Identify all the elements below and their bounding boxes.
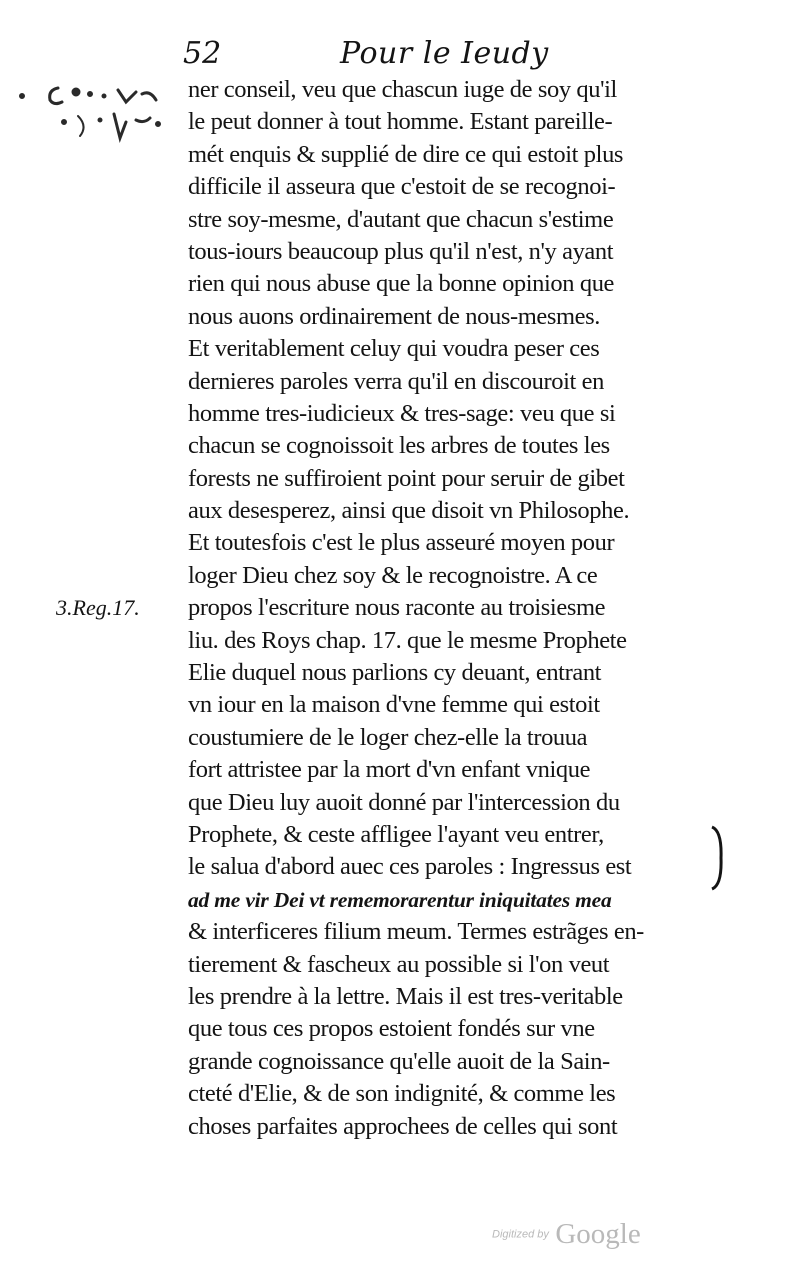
text-line: propos l'escriture nous raconte au troisiesme xyxy=(188,594,606,622)
text-line: Et veritablement celuy qui voudra peser ces xyxy=(188,335,600,363)
text-line: difficile il asseura que c'estoit de se recognoi- xyxy=(188,173,616,201)
digitized-watermark xyxy=(492,1218,641,1251)
text-line: nous auons ordinairement de nous-mesmes. xyxy=(188,302,600,330)
text-line: choses parfaites approchees de celles qui sont xyxy=(188,1112,618,1140)
text-line: que tous ces propos estoient fondés sur vne xyxy=(188,1015,595,1043)
text-line: liu. des Roys chap. 17. que le mesme Prophete xyxy=(188,626,627,654)
text-line: & interficeres filium meum. Termes estrãges en- xyxy=(188,918,644,946)
latin-quote-line: ad me vir Dei vt rememorarentur iniquitates mea xyxy=(188,887,612,912)
text-line: le peut donner à tout homme. Estant pareille- xyxy=(188,108,613,136)
text-line: homme tres-iudicieux & tres-sage: veu que si xyxy=(188,399,616,427)
text-line: mét enquis & supplié de dire ce qui estoit plus xyxy=(188,140,624,168)
text-line: aux desesperez, ainsi que disoit vn Philosophe. xyxy=(188,497,630,525)
text-line: que Dieu luy auoit donné par l'intercession du xyxy=(188,788,620,816)
text-line: dernieres paroles verra qu'il en discouroit en xyxy=(188,367,604,395)
text-line: forests ne suffiroient point pour seruir de gibet xyxy=(188,464,625,492)
text-line: coustumiere de le loger chez-elle la trouua xyxy=(188,723,588,751)
page-number: 52 xyxy=(183,36,222,71)
text-line: stre soy-mesme, d'autant que chacun s'estime xyxy=(188,205,614,233)
text-line: grande cognoissance qu'elle auoit de la Sain- xyxy=(188,1047,610,1075)
text-line: loger Dieu chez soy & le recognoistre. A ce xyxy=(188,561,598,589)
text-line: chacun se cognoissoit les arbres de toutes les xyxy=(188,432,610,460)
text-line: vn iour en la maison d'vne femme qui estoit xyxy=(188,691,600,719)
text-line: Prophete, & ceste affligee l'ayant veu entrer, xyxy=(188,820,604,848)
text-line: ner conseil, veu que chascun iuge de soy qu'il xyxy=(188,76,617,103)
running-head: Pour le Ieudy xyxy=(340,36,549,71)
google-wordmark: Google xyxy=(555,1218,641,1250)
body-text xyxy=(188,74,713,1143)
text-line: tierement & fascheux au possible si l'on veut xyxy=(188,950,610,978)
text-line: fort attristee par la mort d'vn enfant vnique xyxy=(188,756,591,784)
text-line: Elie duquel nous parlions cy deuant, entrant xyxy=(188,659,602,687)
digitized-by-label: Digitized by xyxy=(492,1228,549,1241)
text-line: tous-iours beaucoup plus qu'il n'est, n'y ayant xyxy=(188,237,614,265)
text-line: les prendre à la lettre. Mais il est tres-veritable xyxy=(188,982,623,1010)
text-line: cteté d'Elie, & de son indignité, & comme les xyxy=(188,1080,616,1108)
text-line: rien qui nous abuse que la bonne opinion que xyxy=(188,270,615,298)
text-line: le salua d'abord auec ces paroles : Ingressus est xyxy=(188,853,632,881)
margin-note: 3.Reg.17. xyxy=(56,595,140,620)
ink-smudge xyxy=(18,74,168,149)
text-line: Et toutesfois c'est le plus asseuré moyen pour xyxy=(188,529,615,557)
